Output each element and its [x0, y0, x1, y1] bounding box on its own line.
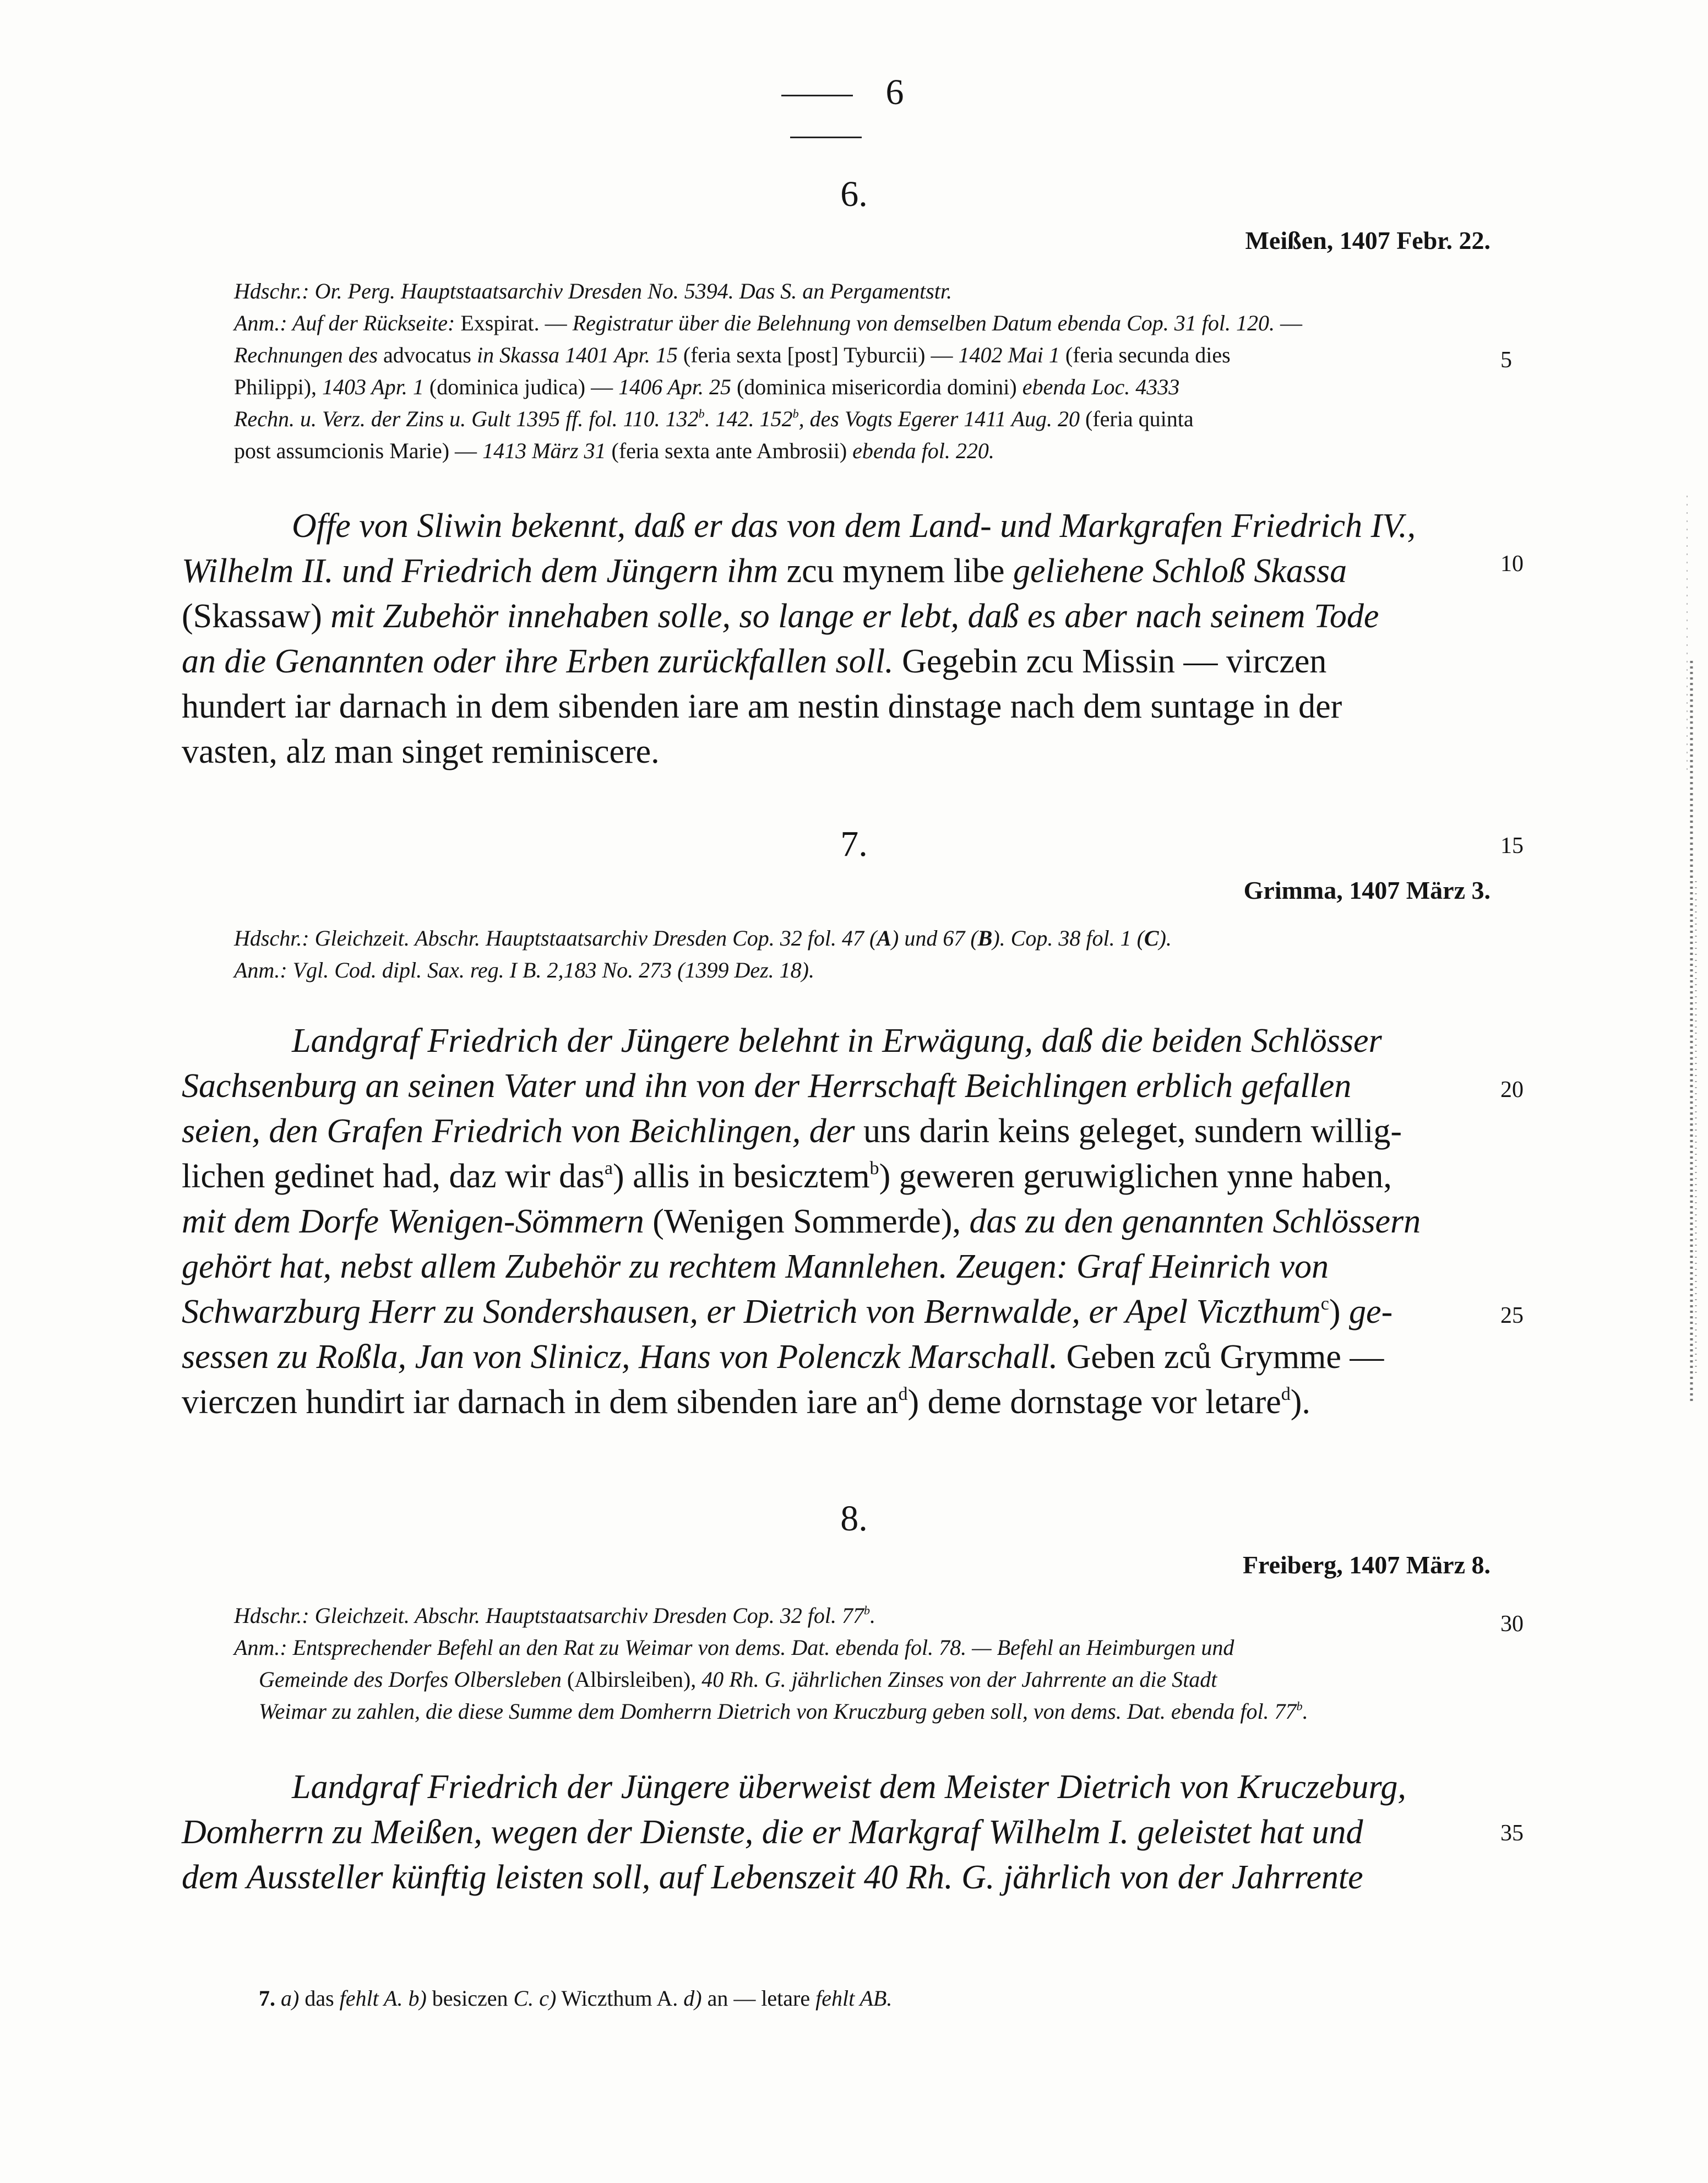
- apparatus-line: Rechn. u. Verz. der Zins u. Gult 1395 ff. fol. 110. 132$^b$. 142. 152$^b$, des Vogts Egerer 1411 Aug. 20 (feria quinta: [234, 406, 1194, 431]
- line-number: 35: [1500, 1821, 1524, 1846]
- line-number: 5: [1500, 347, 1512, 373]
- text-line: Sachsenburg an seinen Vater und ihn von der Herrschaft Beichlingen erblich gefallen: [182, 1067, 1352, 1105]
- apparatus-line: Hdschr.: Gleichzeit. Abschr. Hauptstaatsarchiv Dresden Cop. 32 fol. 77$^b$.: [234, 1603, 876, 1628]
- entry-number: 7.: [840, 824, 868, 864]
- text-line: seien, den Grafen Friedrich von Beichlingen, der uns darin keins geleget, sundern willig-: [182, 1112, 1402, 1150]
- apparatus-line: Anm.: Auf der Rückseite: Exspirat. — Registratur über die Belehnung von demselben Datum ebenda Cop. 31 fol. 120. —: [234, 311, 1303, 335]
- line-number: 30: [1500, 1611, 1524, 1637]
- entry-number: 6.: [840, 174, 868, 214]
- apparatus-line: Weimar zu zahlen, die diese Summe dem Domherrn Dietrich von Kruczburg geben soll, von dems. Dat. ebenda fol. 77$^b$.: [259, 1699, 1308, 1724]
- entry-number: 8.: [840, 1498, 868, 1539]
- line-number: 10: [1500, 551, 1524, 577]
- apparatus-line: Rechnungen des advocatus in Skassa 1401 Apr. 15 (feria sexta [post] Tyburcii) — 1402 Mai 1 (feria secunda dies: [234, 343, 1231, 367]
- text-line: vierczen hundirt iar darnach in dem sibenden iare $an^d$) deme dornstage vor letare$^d$).: [182, 1383, 1310, 1421]
- text-line: (Skassaw) mit Zubehör innehaben solle, so lange er lebt, daß es aber nach seinem Tode: [182, 598, 1379, 635]
- text-line: Schwarzburg Herr zu Sondershausen, er Dietrich von Bernwalde, er Apel Viczthum$^c$) ge-: [182, 1293, 1393, 1331]
- rule-right: [790, 137, 862, 138]
- text-line: Landgraf Friedrich der Jüngere überweist dem Meister Dietrich von Kruczeburg,: [292, 1768, 1406, 1806]
- apparatus-line: Anm.: Vgl. Cod. dipl. Sax. reg. I B. 2,183 No. 273 (1399 Dez. 18).: [234, 958, 814, 982]
- text-line: Offe von Sliwin bekennt, daß er das von dem Land- und Markgrafen Friedrich IV.,: [292, 507, 1416, 545]
- rule-left: [781, 95, 853, 96]
- text-line: hundert iar darnach in dem sibenden iare am nestin dinstage nach dem suntage in der: [182, 688, 1342, 725]
- text-line: dem Aussteller künftig leisten soll, auf Lebenszeit 40 Rh. G. jährlich von der Jahrrente: [182, 1859, 1363, 1896]
- apparatus-line: Philippi), 1403 Apr. 1 (dominica judica) — 1406 Apr. 25 (dominica misericordia domini) ebenda Loc. 4333: [234, 374, 1180, 399]
- line-number: 15: [1500, 833, 1524, 859]
- text-line: Wilhelm II. und Friedrich dem Jüngern ihm zcu mynem libe geliehene Schloß Skassa: [182, 552, 1347, 590]
- apparatus-line: Gemeinde des Dorfes Olbersleben (Albirsleiben), 40 Rh. G. jährlichen Zinses von der Jahrrente an die Stadt: [259, 1667, 1217, 1692]
- entry-place-date: Meißen, 1407 Febr. 22.: [1245, 226, 1491, 254]
- text-line: an die Genannten oder ihre Erben zurückfallen soll. Gegebin zcu Missin — virczen: [182, 643, 1327, 680]
- entry-place-date: Grimma, 1407 März 3.: [1243, 876, 1491, 904]
- running-head: [683, 72, 969, 155]
- text-line: gehört hat, nebst allem Zubehör zu rechtem Mannlehen. Zeugen: Graf Heinrich von: [182, 1248, 1329, 1285]
- apparatus-line: post assumcionis Marie) — 1413 März 31 (feria sexta ante Ambrosii) ebenda fol. 220.: [234, 438, 994, 463]
- text-line: mit dem Dorfe Wenigen-Sömmern (Wenigen Sommerde), das zu den genannten Schlössern: [182, 1203, 1421, 1240]
- text-line: vasten, alz man singet reminiscere.: [182, 733, 660, 770]
- page-number: 6: [885, 72, 904, 112]
- line-number: 20: [1500, 1077, 1524, 1103]
- text-line: lichen gedinet had, daz wir das$^a$) allis in besicztem$^b$) geweren geruwiglichen ynne haben,: [182, 1158, 1392, 1195]
- entry-place-date: Freiberg, 1407 März 8.: [1242, 1551, 1491, 1579]
- apparatus-line: Hdschr.: Or. Perg. Hauptstaatsarchiv Dresden No. 5394. Das S. an Pergamentstr.: [234, 279, 953, 303]
- text-line: Domherrn zu Meißen, wegen der Dienste, die er Markgraf Wilhelm I. geleistet hat und: [182, 1813, 1363, 1851]
- text-line: Landgraf Friedrich der Jüngere belehnt in Erwägung, daß die beiden Schlösser: [292, 1022, 1382, 1060]
- footnote: 7. a) das fehlt A. b) besiczen C. c) Wiczthum A. d) an — letare fehlt AB.: [259, 1986, 893, 2011]
- text-line: sessen zu Roßla, Jan von Slinicz, Hans von Polenczk Marschall. Geben zců Grymme —: [182, 1338, 1384, 1376]
- apparatus-line: Anm.: Entsprechender Befehl an den Rat zu Weimar von dems. Dat. ebenda fol. 78. — Befehl an Heimburgen und: [234, 1635, 1234, 1660]
- line-number: 25: [1500, 1303, 1524, 1328]
- apparatus-line: Hdschr.: Gleichzeit. Abschr. Hauptstaatsarchiv Dresden Cop. 32 fol. 47 (A) und 67 (B). Cop. 38 fol. 1 (C).: [234, 926, 1172, 951]
- scan-edge-artifacts: [1675, 0, 1708, 2183]
